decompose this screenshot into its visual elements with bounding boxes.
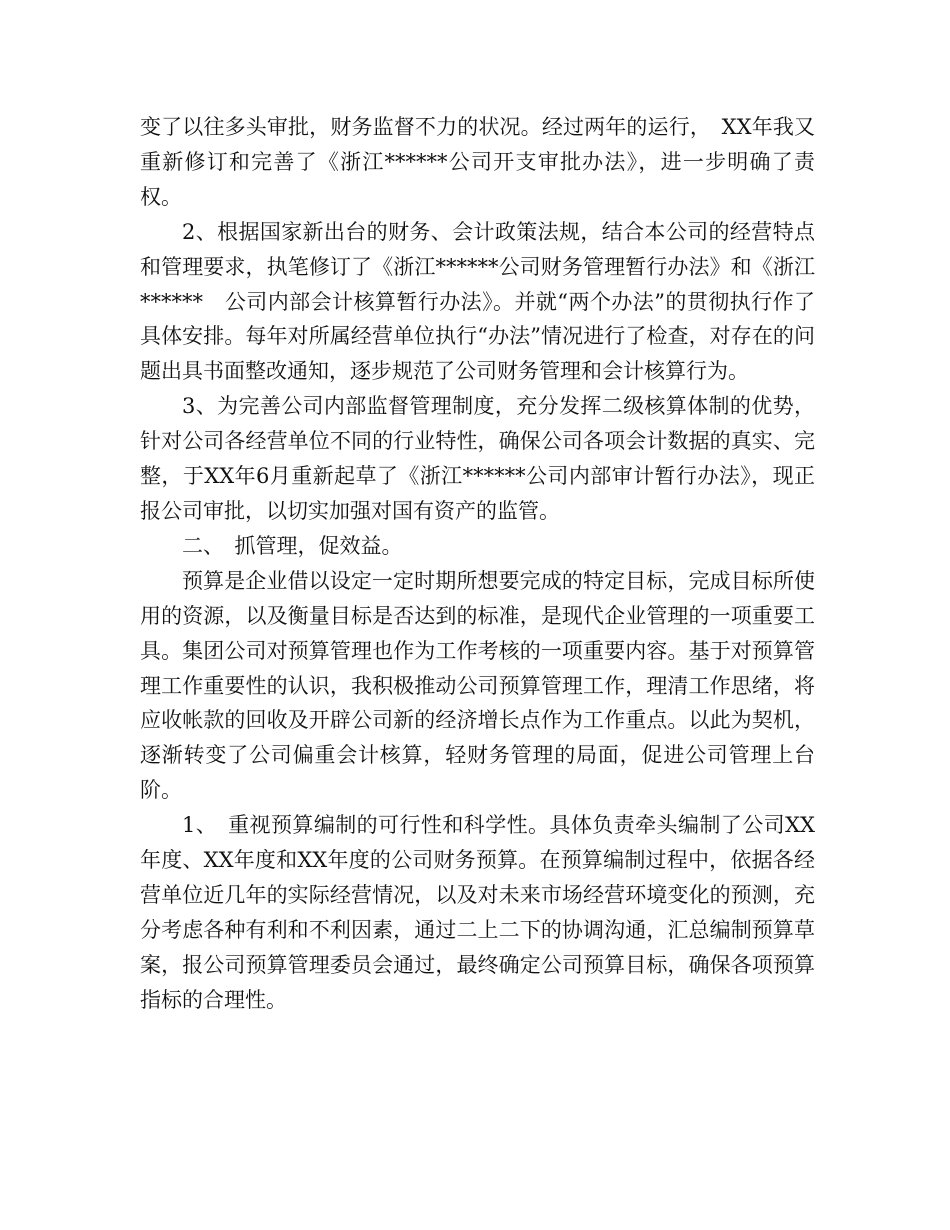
paragraph-item-2: 2、根据国家新出台的财务、会计政策法规，结合本公司的经营特点和管理要求，执笔修订了《浙江******公司财务管理暂行办法》和《浙江****** 公司内部会计核算暂行办法》。并就“两个办法”的贯彻执行作了具体安排。每年对所属经营单位执行“办法”情况进行了检查，对存在的问题出具书面整改通知，逐步规范了公司财务管理和会计核算行为。: [140, 219, 815, 384]
paragraph-budget-item-1: 1、 重视预算编制的可行性和科学性。具体负责牵头编制了公司XX年度、XX年度和XX年度的公司财务预算。在预算编制过程中，依据各经营单位近几年的实际经营情况，以及对未来市场经营环境变化的预测，充分考虑各种有利和不利因素，通过二上二下的协调沟通，汇总编制预算草案，报公司预算管理委员会通过，最终确定公司预算目标，确保各项预算指标的合理性。: [140, 813, 815, 1012]
section-heading-2: 二、 抓管理，促效益。: [182, 533, 403, 558]
paragraph-item-3: 3、为完善公司内部监督管理制度，充分发挥二级核算体制的优势，针对公司各经营单位不同的行业特性，确保公司各项会计数据的真实、完整，于XX年6月重新起草了《浙江******公司内部审计暂行办法》，现正报公司审批，以切实加强对国有资产的监管。: [140, 394, 815, 523]
paragraph-budget-intro: 预算是企业借以设定一定时期所想要完成的特定目标，完成目标所使用的资源，以及衡量目标是否达到的标准，是现代企业管理的一项重要工具。集团公司对预算管理也作为工作考核的一项重要内容。基于对预算管理工作重要性的认识，我积极推动公司预算管理工作，理清工作思绪，将应收帐款的回收及开辟公司新的经济增长点作为工作重点。以此为契机，逐渐转变了公司偏重会计核算，轻财务管理的局面，促进公司管理上台阶。: [140, 568, 815, 803]
document-body: [140, 110, 815, 1018]
paragraph-continuation: 变了以往多头审批，财务监督不力的状况。经过两年的运行， XX年我又重新修订和完善了《浙江******公司开支审批办法》，进一步明确了责权。: [140, 115, 815, 209]
